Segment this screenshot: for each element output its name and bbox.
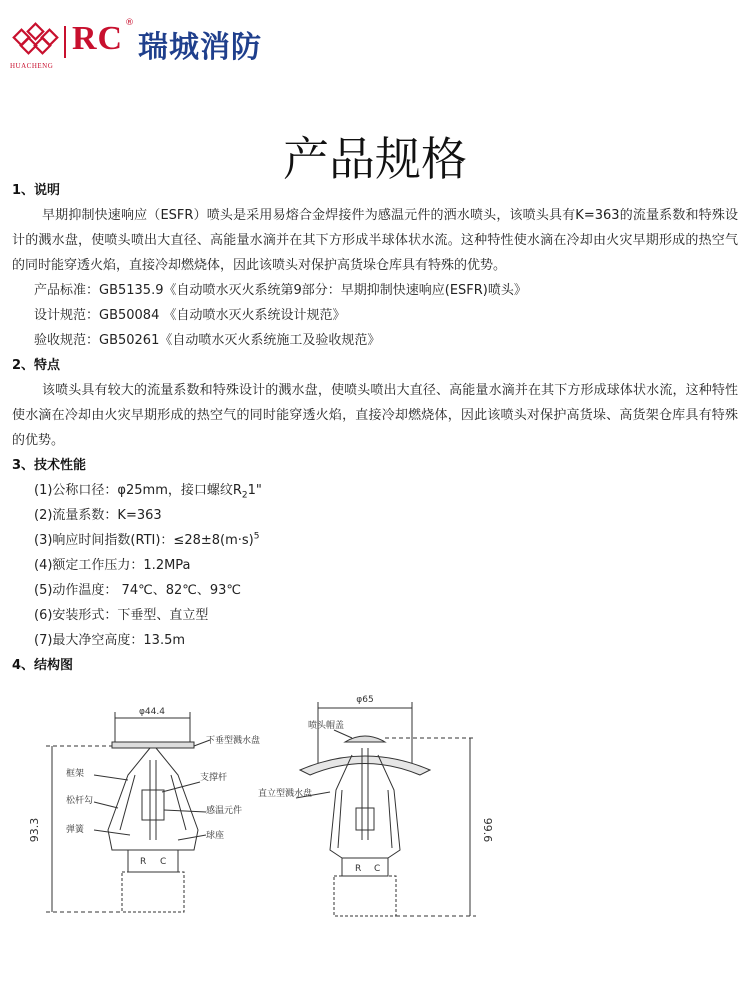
upright-labels [258,695,494,874]
label-pendent-deflector: 下垂型溅水盘 [206,736,261,746]
acceptance-standard: 验收规范：GB50261《自动喷水灭火系统施工及验收规范》 [34,333,381,348]
brand-name: 瑞城消防 [138,30,262,65]
dim-right-height: 99.6 [481,817,494,843]
upright-sprinkler-drawing [296,702,476,916]
spec-nominal-diameter: (1)公称口径：φ25mm，接口螺纹$R_21$" [34,483,262,501]
label-frame: 框架 [66,769,85,779]
label-ball: 球座 [206,831,225,841]
features-paragraph: 该喷头具有较大的流量系数和特殊设计的溅水盘，使喷头喷出大直径、高能量水滴并在其下方形成球体状水流，这种特性使水滴在冷却由火灾早期形成的热空气的同时能穿透火焰，直接冷却燃烧体，因此该喷头对保护高货垛、高货架仓库具有特殊的优势。 [12,383,738,448]
section-heading-structure: 4、结构图 [12,658,74,673]
spec-max-clearance: (7)最大净空高度：13.5m [34,633,186,648]
mark-right-r: R [355,864,362,874]
pendent-sprinkler-drawing [46,712,210,912]
logo-divider [64,26,66,58]
product-standard: 产品标准：GB5135.9《自动喷水灭火系统第9部分：早期抑制快速响应(ESFR)喷头》 [34,283,527,298]
header [0,0,750,80]
spec-installation-type: (6)安装形式：下垂型、直立型 [34,608,209,623]
page-title: 产品规格 [283,131,467,186]
label-cap: 喷头帽盖 [308,721,345,731]
sprinkler-drawings [0,680,750,980]
label-upright-deflector: 直立型溅水盘 [258,789,313,799]
label-strut: 支撑杆 [200,773,228,783]
spec-working-pressure: (4)额定工作压力：1.2MPa [34,558,191,573]
mark-right-c: C [374,864,381,874]
section-heading-features: 2、特点 [12,358,61,373]
spec-rti: (3)响应时间指数(RTI)：$\le 28\pm 8(m\cdot s)^5$ [34,531,260,548]
section-heading-description: 1、说明 [12,183,61,198]
registered-mark: ® [125,18,134,28]
mark-left-c: C [160,857,167,867]
label-spring: 弹簧 [66,825,85,835]
label-screw: 松杆勾 [66,796,94,806]
description-paragraph: 早期抑制快速响应（ESFR）喷头是采用易熔合金焊接件为感温元件的洒水喷头，该喷头具有K=363的流量系数和特殊设计的溅水盘，使喷头喷出大直径、高能量水滴并在其下方形成半球体状水流。这种特性使水滴在冷却由火灾早期形成的热空气的同时能穿透火焰，直接冷却燃烧体，因此该喷头对保护高货垛仓库具有特殊的优势。 [12,208,738,273]
document-body [12,178,738,678]
brand-rc: RC [72,20,124,57]
pendent-labels [28,707,260,867]
dim-left-diameter: φ44.4 [139,707,165,717]
design-standard: 设计规范：GB50084 《自动喷水灭火系统设计规范》 [34,308,346,323]
brand-pinyin: HUACHENG [10,62,54,70]
spec-flow-coefficient: (2)流量系数：K=363 [34,508,162,523]
dim-right-diameter: φ65 [356,695,374,705]
section-heading-specs: 3、技术性能 [12,458,87,473]
spec-operating-temperature: (5)动作温度： 74℃、82℃、93℃ [34,583,241,598]
brand-logo-icon [10,22,62,62]
label-element: 感温元件 [206,806,243,816]
structure-diagrams [0,680,750,980]
mark-left-r: R [140,857,147,867]
dim-left-height: 93.3 [28,817,41,843]
